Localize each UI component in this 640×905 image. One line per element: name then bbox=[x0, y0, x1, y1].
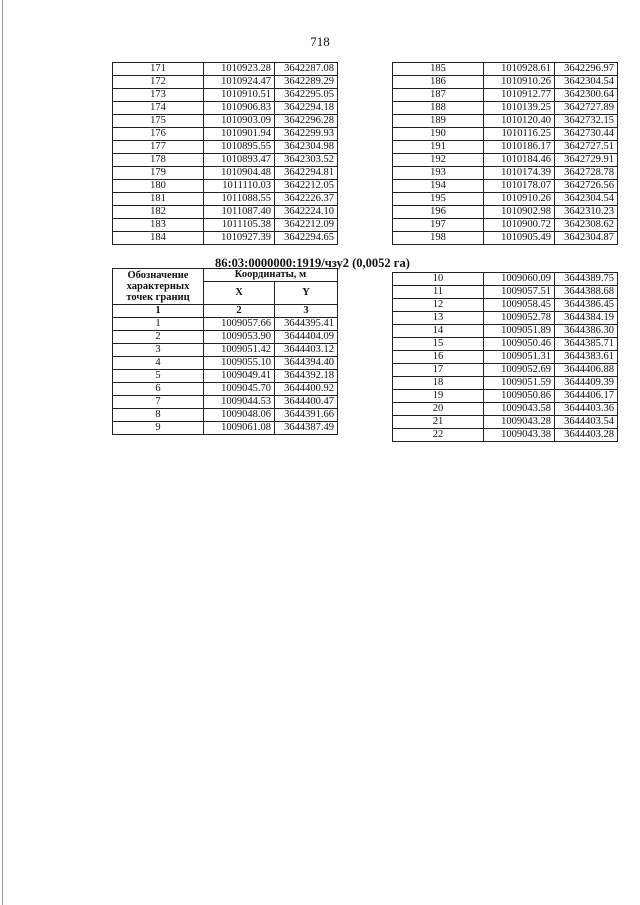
point-number-cell: 192 bbox=[393, 154, 484, 167]
table-row bbox=[113, 383, 338, 396]
point-number-cell: 6 bbox=[113, 383, 204, 396]
point-number-cell: 195 bbox=[393, 193, 484, 206]
table-row bbox=[113, 318, 338, 331]
section-title: 86:03:0000000:1919/чзу2 (0,0052 га) bbox=[215, 256, 410, 270]
x-coordinate-cell: 1009045.70 bbox=[204, 383, 275, 396]
table-row bbox=[393, 89, 618, 102]
point-number-cell: 183 bbox=[113, 219, 204, 232]
table-row bbox=[393, 193, 618, 206]
table-row bbox=[393, 76, 618, 89]
header-col-number-3: 3 bbox=[275, 305, 338, 318]
x-coordinate-cell: 1009051.42 bbox=[204, 344, 275, 357]
point-number-cell: 20 bbox=[393, 403, 484, 416]
coordinates-table-bottom-left bbox=[112, 268, 338, 435]
y-coordinate-cell: 3644403.12 bbox=[275, 344, 338, 357]
point-number-cell: 17 bbox=[393, 364, 484, 377]
y-coordinate-cell: 3642303.52 bbox=[275, 154, 338, 167]
table-row bbox=[393, 206, 618, 219]
x-coordinate-cell: 1010900.72 bbox=[484, 219, 555, 232]
table-row bbox=[113, 206, 338, 219]
point-number-cell: 11 bbox=[393, 286, 484, 299]
y-coordinate-cell: 3642299.93 bbox=[275, 128, 338, 141]
x-coordinate-cell: 1010902.98 bbox=[484, 206, 555, 219]
x-coordinate-cell: 1010895.55 bbox=[204, 141, 275, 154]
point-number-cell: 12 bbox=[393, 299, 484, 312]
y-coordinate-cell: 3644400.47 bbox=[275, 396, 338, 409]
y-coordinate-cell: 3642294.65 bbox=[275, 232, 338, 245]
y-coordinate-cell: 3642287.08 bbox=[275, 63, 338, 76]
point-number-cell: 184 bbox=[113, 232, 204, 245]
y-coordinate-cell: 3642304.54 bbox=[555, 193, 618, 206]
x-coordinate-cell: 1011105.38 bbox=[204, 219, 275, 232]
point-number-cell: 172 bbox=[113, 76, 204, 89]
point-number-cell: 179 bbox=[113, 167, 204, 180]
y-coordinate-cell: 3644403.36 bbox=[555, 403, 618, 416]
y-coordinate-cell: 3642295.05 bbox=[275, 89, 338, 102]
y-coordinate-cell: 3642294.18 bbox=[275, 102, 338, 115]
y-coordinate-cell: 3642728.78 bbox=[555, 167, 618, 180]
y-coordinate-cell: 3642308.62 bbox=[555, 219, 618, 232]
table-row bbox=[113, 331, 338, 344]
y-coordinate-cell: 3642294.81 bbox=[275, 167, 338, 180]
table-row bbox=[393, 377, 618, 390]
x-coordinate-cell: 1009051.89 bbox=[484, 325, 555, 338]
table-row bbox=[393, 312, 618, 325]
x-coordinate-cell: 1009057.51 bbox=[484, 286, 555, 299]
x-coordinate-cell: 1010912.77 bbox=[484, 89, 555, 102]
header-y: Y bbox=[275, 282, 338, 305]
table-row bbox=[113, 370, 338, 383]
x-coordinate-cell: 1009053.90 bbox=[204, 331, 275, 344]
x-coordinate-cell: 1010910.51 bbox=[204, 89, 275, 102]
point-number-cell: 175 bbox=[113, 115, 204, 128]
point-number-cell: 197 bbox=[393, 219, 484, 232]
point-number-cell: 8 bbox=[113, 409, 204, 422]
x-coordinate-cell: 1009051.59 bbox=[484, 377, 555, 390]
y-coordinate-cell: 3644403.54 bbox=[555, 416, 618, 429]
x-coordinate-cell: 1010906.83 bbox=[204, 102, 275, 115]
table-row bbox=[113, 141, 338, 154]
y-coordinate-cell: 3644389.75 bbox=[555, 273, 618, 286]
point-number-cell: 177 bbox=[113, 141, 204, 154]
table-row bbox=[113, 344, 338, 357]
point-number-cell: 194 bbox=[393, 180, 484, 193]
x-coordinate-cell: 1010178.07 bbox=[484, 180, 555, 193]
y-coordinate-cell: 3642224.10 bbox=[275, 206, 338, 219]
point-number-cell: 3 bbox=[113, 344, 204, 357]
x-coordinate-cell: 1010901.94 bbox=[204, 128, 275, 141]
x-coordinate-cell: 1009051.31 bbox=[484, 351, 555, 364]
header-point-label: Обозначение характерных точек границ bbox=[113, 269, 204, 305]
y-coordinate-cell: 3642732.15 bbox=[555, 115, 618, 128]
table-row bbox=[113, 154, 338, 167]
y-coordinate-cell: 3642212.09 bbox=[275, 219, 338, 232]
point-number-cell: 9 bbox=[113, 422, 204, 435]
table-row bbox=[393, 416, 618, 429]
table-row bbox=[113, 396, 338, 409]
header-col-number-2: 2 bbox=[204, 305, 275, 318]
table-row bbox=[113, 409, 338, 422]
table-row bbox=[393, 167, 618, 180]
table-row bbox=[393, 429, 618, 442]
table-row bbox=[113, 89, 338, 102]
x-coordinate-cell: 1010924.47 bbox=[204, 76, 275, 89]
x-coordinate-cell: 1009057.66 bbox=[204, 318, 275, 331]
x-coordinate-cell: 1010120.40 bbox=[484, 115, 555, 128]
y-coordinate-cell: 3644388.68 bbox=[555, 286, 618, 299]
x-coordinate-cell: 1009052.69 bbox=[484, 364, 555, 377]
header-x: X bbox=[204, 282, 275, 305]
x-coordinate-cell: 1010904.48 bbox=[204, 167, 275, 180]
point-number-cell: 2 bbox=[113, 331, 204, 344]
x-coordinate-cell: 1009043.28 bbox=[484, 416, 555, 429]
y-coordinate-cell: 3644395.41 bbox=[275, 318, 338, 331]
y-coordinate-cell: 3642310.23 bbox=[555, 206, 618, 219]
point-number-cell: 171 bbox=[113, 63, 204, 76]
table-row bbox=[113, 76, 338, 89]
point-number-cell: 181 bbox=[113, 193, 204, 206]
x-coordinate-cell: 1009061.08 bbox=[204, 422, 275, 435]
x-coordinate-cell: 1011088.55 bbox=[204, 193, 275, 206]
x-coordinate-cell: 1010928.61 bbox=[484, 63, 555, 76]
point-number-cell: 198 bbox=[393, 232, 484, 245]
x-coordinate-cell: 1010186.17 bbox=[484, 141, 555, 154]
page-number: 718 bbox=[310, 34, 330, 49]
table-row bbox=[113, 180, 338, 193]
header-coordinates: Координаты, м bbox=[204, 269, 338, 282]
table-row bbox=[393, 219, 618, 232]
y-coordinate-cell: 3642296.28 bbox=[275, 115, 338, 128]
table-row bbox=[113, 232, 338, 245]
x-coordinate-cell: 1009048.06 bbox=[204, 409, 275, 422]
point-number-cell: 15 bbox=[393, 338, 484, 351]
table-row bbox=[393, 154, 618, 167]
table-row bbox=[113, 167, 338, 180]
y-coordinate-cell: 3642289.29 bbox=[275, 76, 338, 89]
coordinates-table-bottom-right bbox=[392, 272, 618, 442]
y-coordinate-cell: 3644391.66 bbox=[275, 409, 338, 422]
table-row bbox=[393, 141, 618, 154]
x-coordinate-cell: 1009058.45 bbox=[484, 299, 555, 312]
point-number-cell: 188 bbox=[393, 102, 484, 115]
table-row bbox=[393, 351, 618, 364]
table-row bbox=[393, 115, 618, 128]
point-number-cell: 4 bbox=[113, 357, 204, 370]
y-coordinate-cell: 3644383.61 bbox=[555, 351, 618, 364]
y-coordinate-cell: 3642727.51 bbox=[555, 141, 618, 154]
y-coordinate-cell: 3644387.49 bbox=[275, 422, 338, 435]
x-coordinate-cell: 1009043.58 bbox=[484, 403, 555, 416]
x-coordinate-cell: 1010910.26 bbox=[484, 76, 555, 89]
point-number-cell: 191 bbox=[393, 141, 484, 154]
table-row bbox=[113, 219, 338, 232]
x-coordinate-cell: 1010910.26 bbox=[484, 193, 555, 206]
point-number-cell: 173 bbox=[113, 89, 204, 102]
y-coordinate-cell: 3644386.30 bbox=[555, 325, 618, 338]
point-number-cell: 19 bbox=[393, 390, 484, 403]
point-number-cell: 186 bbox=[393, 76, 484, 89]
table-row bbox=[113, 63, 338, 76]
y-coordinate-cell: 3644394.40 bbox=[275, 357, 338, 370]
y-coordinate-cell: 3642727.89 bbox=[555, 102, 618, 115]
x-coordinate-cell: 1009049.41 bbox=[204, 370, 275, 383]
x-coordinate-cell: 1009050.46 bbox=[484, 338, 555, 351]
table-row bbox=[113, 115, 338, 128]
y-coordinate-cell: 3644409.39 bbox=[555, 377, 618, 390]
x-coordinate-cell: 1010184.46 bbox=[484, 154, 555, 167]
y-coordinate-cell: 3644406.88 bbox=[555, 364, 618, 377]
y-coordinate-cell: 3644403.28 bbox=[555, 429, 618, 442]
point-number-cell: 1 bbox=[113, 318, 204, 331]
table-row bbox=[393, 390, 618, 403]
x-coordinate-cell: 1011087.40 bbox=[204, 206, 275, 219]
x-coordinate-cell: 1009043.38 bbox=[484, 429, 555, 442]
page-edge-line bbox=[2, 0, 3, 905]
x-coordinate-cell: 1011110.03 bbox=[204, 180, 275, 193]
table-row bbox=[393, 102, 618, 115]
y-coordinate-cell: 3642726.56 bbox=[555, 180, 618, 193]
table-row bbox=[393, 63, 618, 76]
point-number-cell: 187 bbox=[393, 89, 484, 102]
table-row bbox=[113, 128, 338, 141]
x-coordinate-cell: 1010893.47 bbox=[204, 154, 275, 167]
table-row bbox=[393, 403, 618, 416]
y-coordinate-cell: 3642729.91 bbox=[555, 154, 618, 167]
y-coordinate-cell: 3644386.45 bbox=[555, 299, 618, 312]
table-row bbox=[393, 286, 618, 299]
x-coordinate-cell: 1010905.49 bbox=[484, 232, 555, 245]
table-row bbox=[113, 422, 338, 435]
y-coordinate-cell: 3642296.97 bbox=[555, 63, 618, 76]
point-number-cell: 189 bbox=[393, 115, 484, 128]
y-coordinate-cell: 3644384.19 bbox=[555, 312, 618, 325]
table-row bbox=[393, 325, 618, 338]
y-coordinate-cell: 3642212.05 bbox=[275, 180, 338, 193]
point-number-cell: 178 bbox=[113, 154, 204, 167]
point-number-cell: 174 bbox=[113, 102, 204, 115]
table-row bbox=[393, 299, 618, 312]
y-coordinate-cell: 3642304.98 bbox=[275, 141, 338, 154]
point-number-cell: 18 bbox=[393, 377, 484, 390]
point-number-cell: 5 bbox=[113, 370, 204, 383]
point-number-cell: 13 bbox=[393, 312, 484, 325]
point-number-cell: 21 bbox=[393, 416, 484, 429]
table-row bbox=[393, 180, 618, 193]
x-coordinate-cell: 1009044.53 bbox=[204, 396, 275, 409]
y-coordinate-cell: 3644400.92 bbox=[275, 383, 338, 396]
table-row bbox=[393, 232, 618, 245]
x-coordinate-cell: 1009052.78 bbox=[484, 312, 555, 325]
y-coordinate-cell: 3642304.54 bbox=[555, 76, 618, 89]
x-coordinate-cell: 1009055.10 bbox=[204, 357, 275, 370]
table-row bbox=[393, 273, 618, 286]
point-number-cell: 196 bbox=[393, 206, 484, 219]
point-number-cell: 14 bbox=[393, 325, 484, 338]
y-coordinate-cell: 3644406.17 bbox=[555, 390, 618, 403]
y-coordinate-cell: 3644392.18 bbox=[275, 370, 338, 383]
y-coordinate-cell: 3644385.71 bbox=[555, 338, 618, 351]
point-number-cell: 193 bbox=[393, 167, 484, 180]
table-row bbox=[113, 193, 338, 206]
point-number-cell: 176 bbox=[113, 128, 204, 141]
point-number-cell: 180 bbox=[113, 180, 204, 193]
x-coordinate-cell: 1010923.28 bbox=[204, 63, 275, 76]
point-number-cell: 190 bbox=[393, 128, 484, 141]
table-row bbox=[393, 364, 618, 377]
x-coordinate-cell: 1009060.09 bbox=[484, 273, 555, 286]
coordinates-table-top-right bbox=[392, 62, 618, 245]
point-number-cell: 16 bbox=[393, 351, 484, 364]
point-number-cell: 10 bbox=[393, 273, 484, 286]
point-number-cell: 185 bbox=[393, 63, 484, 76]
x-coordinate-cell: 1010174.39 bbox=[484, 167, 555, 180]
y-coordinate-cell: 3642226.37 bbox=[275, 193, 338, 206]
header-col-number-1: 1 bbox=[113, 305, 204, 318]
point-number-cell: 7 bbox=[113, 396, 204, 409]
table-row bbox=[393, 128, 618, 141]
y-coordinate-cell: 3642730.44 bbox=[555, 128, 618, 141]
y-coordinate-cell: 3642300.64 bbox=[555, 89, 618, 102]
table-row bbox=[393, 338, 618, 351]
point-number-cell: 182 bbox=[113, 206, 204, 219]
x-coordinate-cell: 1010927.39 bbox=[204, 232, 275, 245]
point-number-cell: 22 bbox=[393, 429, 484, 442]
x-coordinate-cell: 1010903.09 bbox=[204, 115, 275, 128]
y-coordinate-cell: 3644404.09 bbox=[275, 331, 338, 344]
x-coordinate-cell: 1010139.25 bbox=[484, 102, 555, 115]
table-row bbox=[113, 102, 338, 115]
x-coordinate-cell: 1010116.25 bbox=[484, 128, 555, 141]
coordinates-table-top-left bbox=[112, 62, 338, 245]
x-coordinate-cell: 1009050.86 bbox=[484, 390, 555, 403]
y-coordinate-cell: 3642304.87 bbox=[555, 232, 618, 245]
table-row bbox=[113, 357, 338, 370]
